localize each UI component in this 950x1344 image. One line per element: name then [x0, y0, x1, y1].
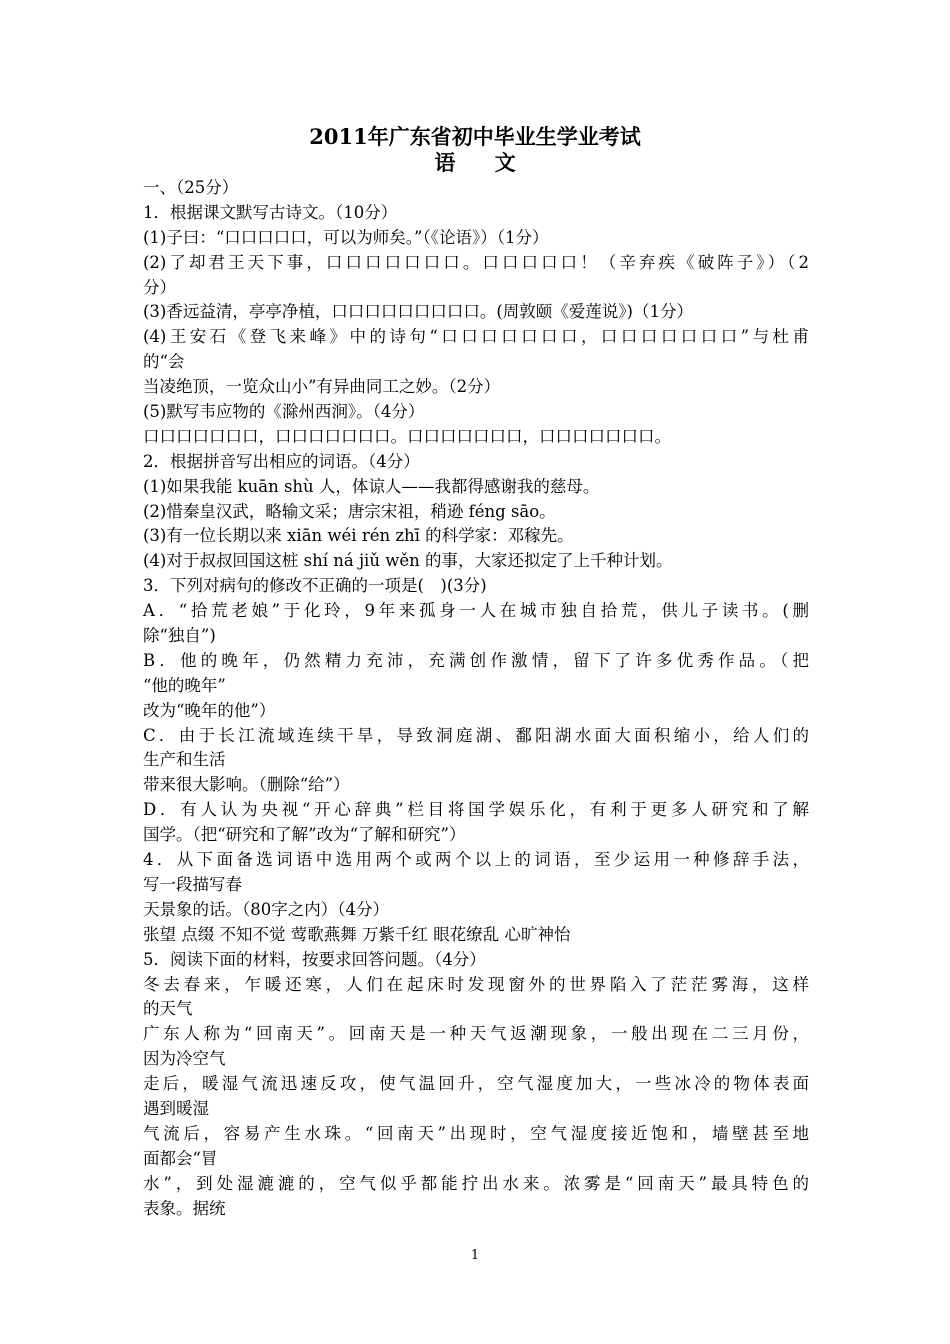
question-5-passage: 面都会“冒: [143, 1148, 218, 1168]
question-4-heading-continued: 写一段描写春: [143, 874, 242, 894]
question-3-option-c: C．由于长江流域连续干旱，导致洞庭湖、鄱阳湖水面大面积缩小，给人们的: [143, 725, 809, 745]
question-3-option-a-continued: 除“独自”): [143, 626, 216, 646]
question-5-passage: 气流后，容易产生水珠。“回南天”出现时，空气湿度接近饱和，墙壁甚至地: [143, 1123, 809, 1143]
question-5-passage: 广东人称为“回南天”。回南天是一种天气返潮现象，一般出现在二三月份，: [143, 1024, 809, 1044]
question-3-option-a: A．“拾荒老娘”于化玲，9年来孤身一人在城市独自拾荒，供儿子读书。(删: [143, 601, 809, 621]
question-3-option-b-continued: “他的晚年”: [143, 675, 226, 695]
question-5-passage: 因为冷空气: [143, 1049, 226, 1069]
question-1-item: (3)香远益清，亭亭净植，口口口口口口口口口。(周敦颐《爱莲说》)（1分）: [143, 302, 693, 322]
question-3-heading: 3．下列对病句的修改不正确的一项是( )(3分): [143, 576, 487, 596]
question-1-item-continued: 当凌绝顶，一览众山小”有异曲同工之妙。（2分）: [143, 377, 501, 397]
question-5-passage: 的天气: [143, 999, 193, 1019]
question-2-item: (1)如果我能 kuān shù 人，体谅人——我都得感谢我的慈母。: [143, 476, 600, 496]
question-3-option-b-continued: 改为“晚年的他”）: [143, 700, 276, 720]
question-1-item: (4)王安石《登飞来峰》中的诗句“口口口口口口口，口口口口口口口”与杜甫: [143, 327, 809, 347]
question-2-item: (4)对于叔叔回国这桩 shí ná jiǔ wěn 的事，大家还拟定了上千种计划。: [143, 551, 673, 571]
question-1-heading: 1．根据课文默写古诗文。（10分）: [143, 202, 398, 222]
question-1-item-continued: 的“会: [143, 352, 185, 372]
question-1-item: (2)了却君王天下事，口口口口口口口。口口口口口！（辛弃疾《破阵子》）（2: [143, 252, 809, 272]
question-5-heading: 5．阅读下面的材料，按要求回答问题。（4分）: [143, 949, 486, 969]
question-5-passage: 表象。据统: [143, 1198, 226, 1218]
question-3-option-d: D．有人认为央视“开心辞典”栏目将国学娱乐化，有利于更多人研究和了解: [143, 800, 809, 820]
question-5-passage: 冬去春来，乍暖还寒，人们在起床时发现窗外的世界陷入了茫茫雾海，这样: [143, 974, 809, 994]
question-3-option-c-continued: 生产和生活: [143, 750, 226, 770]
question-2-item: (2)惜秦皇汉武，略输文采；唐宗宋祖，稍逊 féng sāo。: [143, 501, 556, 521]
question-5-passage: 遇到暖湿: [143, 1098, 209, 1118]
question-5-passage: 走后，暖湿气流迅速反攻，使气温回升，空气湿度加大，一些冰冷的物体表面: [143, 1074, 809, 1094]
question-2-item: (3)有一位长期以来 xiān wéi rén zhī 的科学家：邓稼先。: [143, 526, 574, 546]
question-4-heading-continued: 天景象的话。（80字之内）（4分）: [143, 899, 389, 919]
section-heading: 一、（25分）: [143, 178, 239, 197]
page-number: 1: [470, 1248, 480, 1263]
question-1-item-continued: 分）: [143, 277, 176, 297]
question-4-heading: 4．从下面备选词语中选用两个或两个以上的词语，至少运用一种修辞手法，: [143, 850, 809, 870]
question-2-heading: 2．根据拼音写出相应的词语。（4分）: [143, 451, 420, 471]
question-1-item: (5)默写韦应物的《滁州西涧》。（4分）: [143, 402, 425, 422]
subject-title: 语 文: [434, 150, 532, 175]
question-1-blanks: 口口口口口口口，口口口口口口口。口口口口口口口，口口口口口口口。: [143, 426, 671, 446]
question-3-option-d-continued: 国学。（把“研究和了解”改为“了解和研究”）: [143, 825, 466, 845]
question-3-option-c-continued: 带来很大影响。（删除“给”）: [143, 775, 350, 795]
question-3-option-b: B．他的晚年，仍然精力充沛，充满创作激情，留下了许多优秀作品。（把: [143, 650, 809, 670]
document-body: [143, 176, 809, 1221]
question-1-item: (1)子曰：“口口口口口，可以为师矣。”（《论语》）（1分）: [143, 227, 549, 247]
question-4-word-list: 张望 点缀 不知不觉 莺歌燕舞 万紫千红 眼花缭乱 心旷神怡: [143, 924, 571, 944]
exam-title: 2011年广东省初中毕业生学业考试: [309, 124, 641, 149]
question-5-passage: 水”，到处湿漉漉的，空气似乎都能拧出水来。浓雾是“回南天”最具特色的: [143, 1173, 809, 1193]
